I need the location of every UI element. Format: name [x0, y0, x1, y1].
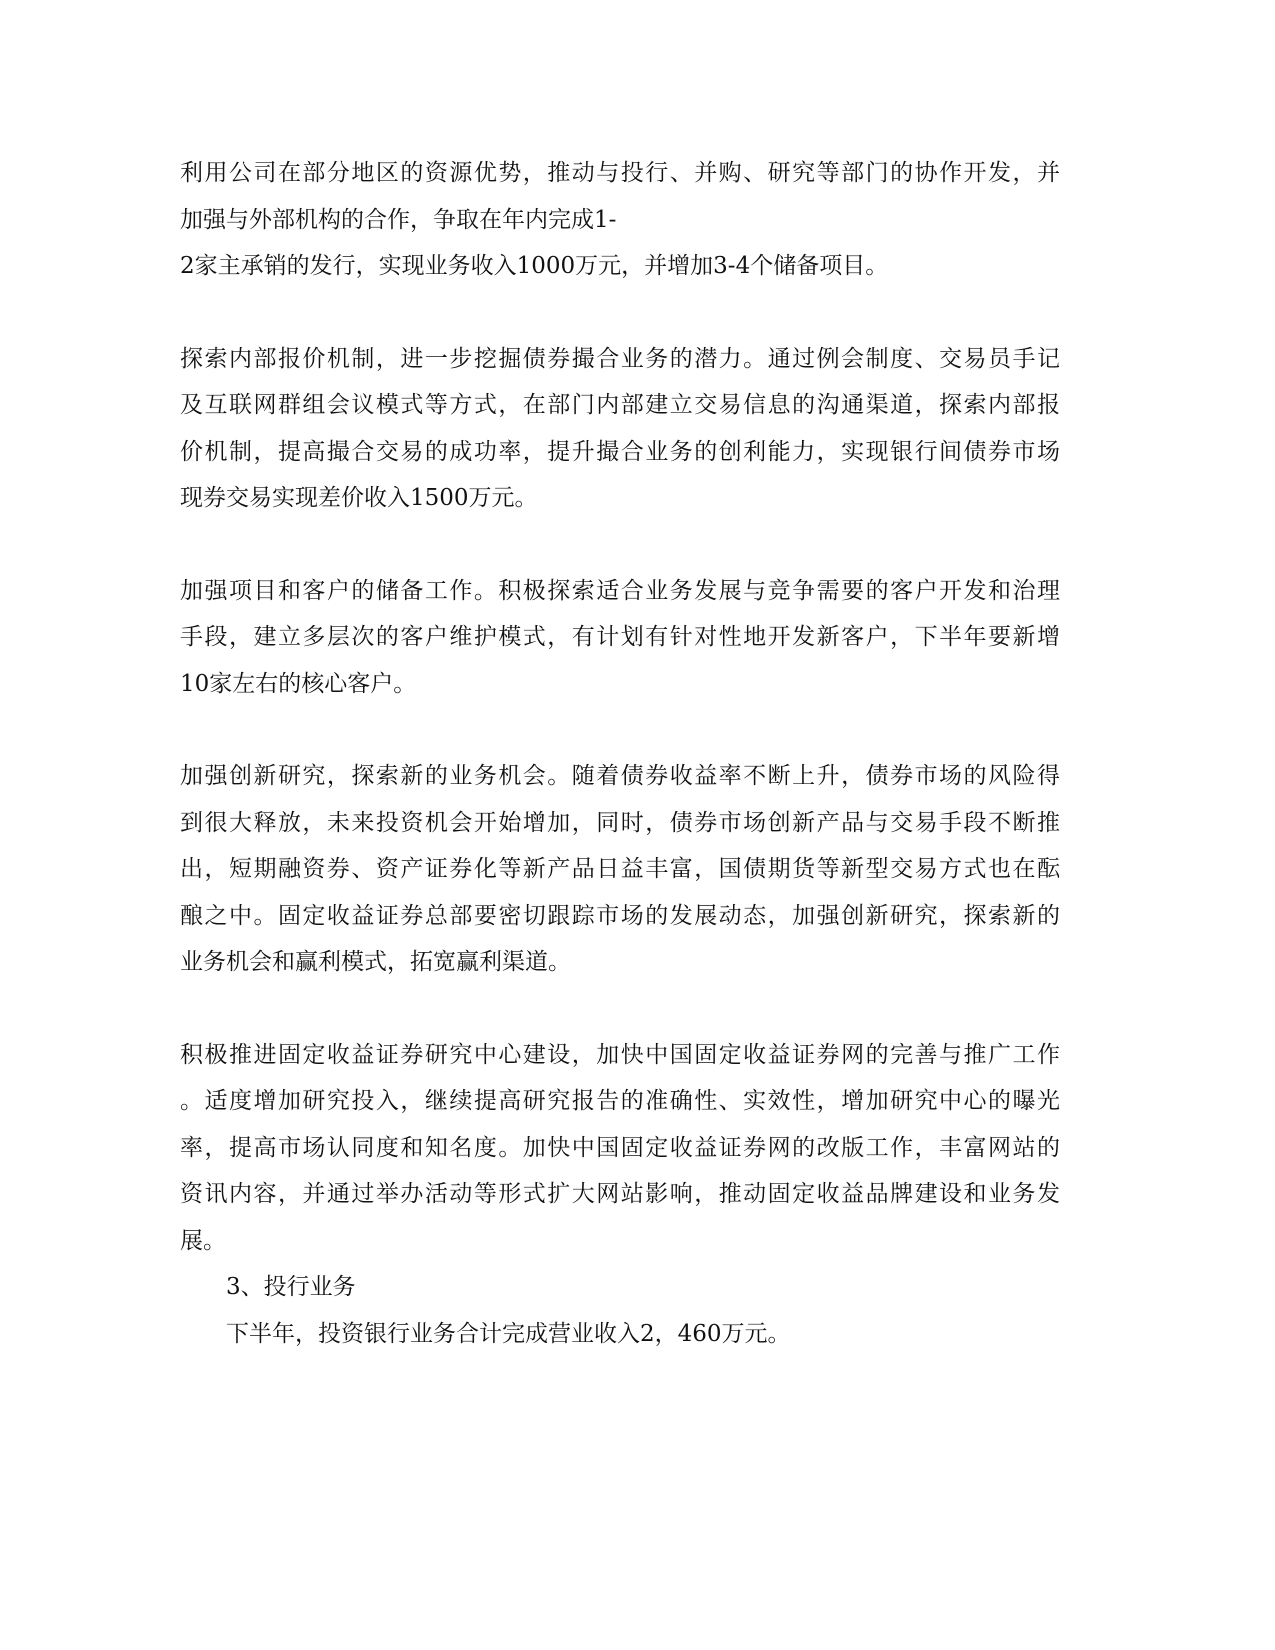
- text-line: 加强项目和客户的储备工作。积极探索适合业务发展与竞争需要的客户开发和治理: [180, 577, 1060, 604]
- text-line: 手段，建立多层次的客户维护模式，有计划有针对性地开发新客户，下半年要新增: [180, 624, 1060, 650]
- text-line: 出，短期融资券、资产证券化等新产品日益丰富，国债期货等新型交易方式也在酝: [180, 856, 1060, 882]
- text-line: 积极推进固定收益证券研究中心建设，加快中国固定收益证券网的完善与推广工作: [180, 1041, 1060, 1068]
- document-body: [180, 150, 1060, 1357]
- text-line: 率，提高市场认同度和知名度。加快中国固定收益证券网的改版工作，丰富网站的: [180, 1134, 1060, 1161]
- paragraph-research-center: [180, 1032, 1060, 1265]
- text-line: 资讯内容，并通过举办活动等形式扩大网站影响，推动固定收益品牌建设和业务发: [180, 1181, 1060, 1207]
- text-line: 展。: [180, 1227, 226, 1254]
- text-line: 。适度增加研究投入，继续提高研究报告的准确性、实效性，增加研究中心的曝光: [180, 1088, 1060, 1114]
- section-text: 下半年，投资银行业务合计完成营业收入2，460万元。: [226, 1320, 791, 1347]
- text-line: 探索内部报价机制，进一步挖掘债券撮合业务的潜力。通过例会制度、交易员手记: [180, 345, 1060, 372]
- paragraph-gap: [180, 522, 1060, 568]
- text-line: 及互联网群组会议模式等方式，在部门内部建立交易信息的沟通渠道，探索内部报: [180, 392, 1060, 418]
- paragraph-gap: [180, 707, 1060, 753]
- text-line: 利用公司在部分地区的资源优势，推动与投行、并购、研究等部门的协作开发，并: [180, 160, 1060, 186]
- paragraph-gap: [180, 986, 1060, 1032]
- text-line: 10家左右的核心客户。: [180, 670, 417, 697]
- text-line: 加强创新研究，探索新的业务机会。随着债券收益率不断上升，债券市场的风险得: [180, 763, 1060, 789]
- section-heading: 3、投行业务: [226, 1274, 356, 1300]
- text-line: 现券交易实现差价收入1500万元。: [180, 485, 538, 511]
- text-line: 业务机会和赢利模式，拓宽赢利渠道。: [180, 949, 571, 975]
- paragraph-innovation-research: [180, 753, 1060, 986]
- paragraph-client-reserve: [180, 568, 1060, 708]
- paragraph-gap: [180, 290, 1060, 336]
- text-line: 2家主承销的发行，实现业务收入1000万元，并增加3-4个储备项目。: [180, 253, 889, 279]
- paragraph-quote-mechanism: [180, 336, 1060, 522]
- paragraph-underwriting: [180, 150, 1060, 290]
- text-line: 加强与外部机构的合作，争取在年内完成1-: [180, 206, 617, 233]
- text-line: 到很大释放，未来投资机会开始增加，同时，债券市场创新产品与交易手段不断推: [180, 809, 1060, 836]
- text-line: 酿之中。固定收益证券总部要密切跟踪市场的发展动态，加强创新研究，探索新的: [180, 902, 1060, 929]
- text-line: 价机制，提高撮合交易的成功率，提升撮合业务的创利能力，实现银行间债券市场: [180, 438, 1060, 465]
